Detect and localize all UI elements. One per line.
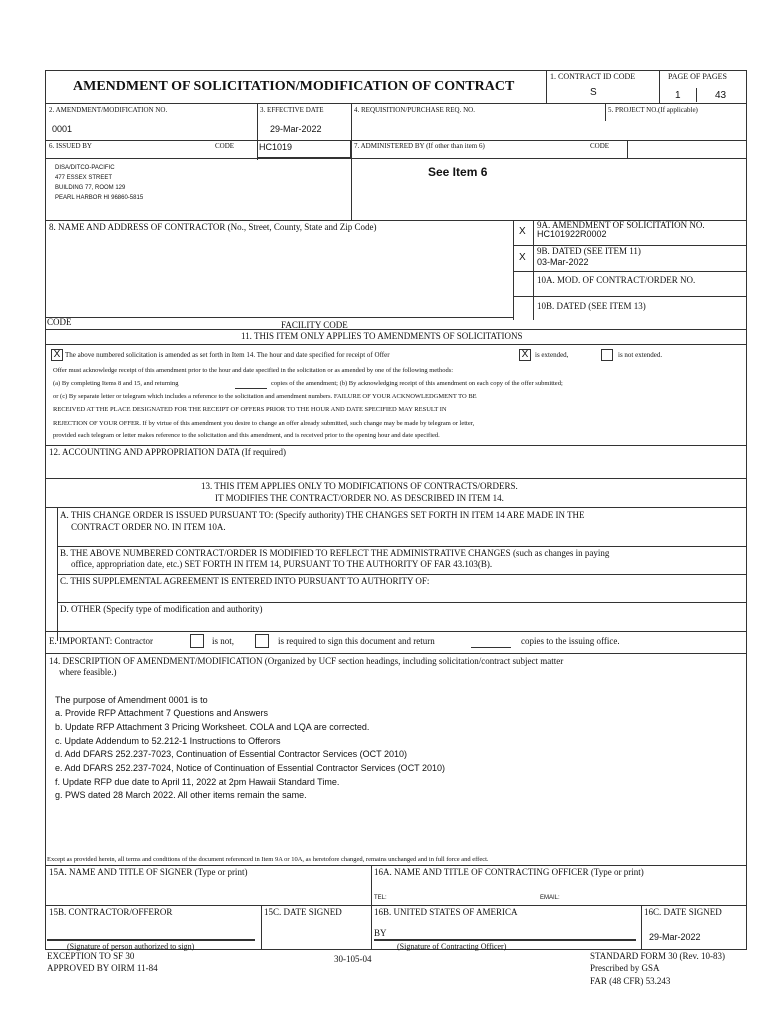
effective-date-label: 3. EFFECTIVE DATE (260, 106, 324, 114)
description-label-1: 14. DESCRIPTION OF AMENDMENT/MODIFICATION (Organized by UCF section headings, including solicitation/contract subject matter (49, 656, 564, 666)
facility-code-label: FACILITY CODE (281, 320, 348, 330)
issuer-address-line-2: 477 ESSEX STREET (55, 175, 113, 181)
issued-code-label: CODE (215, 142, 235, 150)
total-pages: 43 (715, 90, 727, 101)
exception-label: EXCEPTION TO SF 30 (47, 951, 135, 961)
issued-code: HC1019 (259, 142, 293, 152)
amendment-9a-value: HC101922R0002 (537, 229, 607, 239)
item-13-heading-1: 13. THIS ITEM APPLIES ONLY TO MODIFICATIONS OF CONTRACTS/ORDERS. (201, 481, 518, 491)
item-11-heading: 11. THIS ITEM ONLY APPLIES TO AMENDMENTS OF SOLICITATIONS (241, 331, 523, 341)
tel-label: TEL: (374, 895, 387, 901)
issuer-address-line-3: BUILDING 77, ROOM 129 (55, 185, 126, 191)
contractor-code-label: CODE (47, 317, 72, 327)
signer-label: 15A. NAME AND TITLE OF SIGNER (Type or print) (49, 867, 248, 877)
prescribed-by-label: Prescribed by GSA (590, 963, 660, 973)
description-label-2: where feasible.) (59, 667, 117, 677)
form-number: 30-105-04 (334, 954, 372, 964)
amended-text: The above numbered solicitation is amended as set forth in Item 14. The hour and date specified for receipt of Offer (65, 351, 390, 359)
contractor-label: 8. NAME AND ADDRESS OF CONTRACTOR (No., Street, County, State and Zip Code) (49, 222, 377, 232)
approved-by-label: APPROVED BY OIRM 11-84 (47, 963, 158, 973)
mod-10a-label: 10A. MOD. OF CONTRACT/ORDER NO. (537, 275, 696, 285)
is-not-checkbox[interactable] (190, 634, 204, 648)
description-line-8: g. PWS dated 28 March 2022. All other items remain the same. (55, 790, 307, 800)
item-13d: D. OTHER (Specify type of modification and authority) (60, 604, 263, 614)
item-11-line-5: RECEIVED AT THE PLACE DESIGNATED FOR THE RECEIPT OF OFFERS PRIOR TO THE HOUR AND DATE SPECIFIED MAY RESULT IN (53, 406, 447, 413)
issuer-address-line-4: PEARL HARBOR HI 96860-5815 (55, 195, 144, 201)
is-required-label: is required to sign this document and return (278, 636, 435, 646)
is-required-checkbox[interactable] (255, 634, 269, 648)
far-citation: FAR (48 CFR) 53.243 (590, 976, 671, 986)
description-line-6: e. Add DFARS 252.237-7024, Notice of Continuation of Essential Contractor Services (OCT 2010) (55, 763, 446, 773)
item-13-heading-2: IT MODIFIES THE CONTRACT/ORDER NO. AS DESCRIBED IN ITEM 14. (215, 493, 504, 503)
dated-9b-value: 03-Mar-2022 (537, 257, 589, 267)
not-extended-checkbox[interactable] (601, 349, 613, 361)
item-13c: C. THIS SUPPLEMENTAL AGREEMENT IS ENTERED INTO PURSUANT TO AUTHORITY OF: (60, 576, 430, 586)
item-13a-line-1: A. THIS CHANGE ORDER IS ISSUED PURSUANT TO: (Specify authority) THE CHANGES SET FORTH IN ITEM 14 ARE MADE IN THE (60, 510, 585, 520)
important-label: E. IMPORTANT: Contractor (49, 636, 154, 646)
accounting-label: 12. ACCOUNTING AND APPROPRIATION DATA (If required) (49, 447, 287, 457)
amendment-9a-label: 9A. AMENDMENT OF SOLICITATION NO. (537, 220, 705, 230)
page-number: 1 (675, 90, 681, 101)
dated-9b-label: 9B. DATED (SEE ITEM 11) (537, 246, 641, 256)
mark-9b: X (519, 252, 526, 263)
amendment-no-label: 2. AMENDMENT/MODIFICATION NO. (49, 106, 168, 114)
description-footer: Except as provided herein, all terms and conditions of the document referenced in Item 9A or 10A, as heretofore changed, remains unchanged and in full force and effect. (47, 856, 489, 863)
item-11-line-4: or (c) By separate letter or telegram which includes a reference to the solicitation and amendment numbers. FAILURE OF YOUR ACKNOWLEDGMENT TO BE (53, 393, 477, 400)
description-line-3: b. Update RFP Attachment 3 Pricing Worksheet. COLA and LQA are corrected. (55, 722, 370, 732)
is-not-label: is not, (212, 636, 235, 646)
description-line-7: f. Update RFP due date to April 11, 2022 at 2pm Hawaii Standard Time. (55, 777, 340, 787)
mark-9a: X (519, 226, 526, 237)
by-label: BY (374, 928, 387, 938)
is-extended-label: is extended, (535, 351, 569, 359)
issued-by-label: 6. ISSUED BY (49, 142, 92, 150)
standard-form-label: STANDARD FORM 30 (Rev. 10-83) (590, 951, 725, 961)
item-13a-line-2: CONTRACT ORDER NO. IN ITEM 10A. (71, 522, 226, 532)
requisition-label: 4. REQUISITION/PURCHASE REQ. NO. (354, 106, 475, 114)
contractor-signature-caption: (Signature of person authorized to sign) (67, 942, 195, 951)
page-of-pages-label: PAGE OF PAGES (668, 72, 727, 81)
contract-id-code-label: 1. CONTRACT ID CODE (550, 72, 636, 81)
item-13b-line-1: B. THE ABOVE NUMBERED CONTRACT/ORDER IS MODIFIED TO REFLECT THE ADMINISTRATIVE CHANGES (such as changes in paying (60, 548, 610, 558)
email-label: EMAIL: (540, 895, 560, 901)
administered-by-label: 7. ADMINISTERED BY (If other than item 6) (354, 142, 485, 150)
description-line-5: d. Add DFARS 252.237-7023, Continuation of Essential Contractor Services (OCT 2010) (55, 749, 408, 759)
item-11-line-1: Offer must acknowledge receipt of this amendment prior to the hour and date specified in the solicitation or as amended by one of the following methods: (53, 367, 454, 374)
administered-code-label: CODE (590, 142, 610, 150)
item-11-line-7: provided each telegram or letter makes reference to the solicitation and this amendment, and is received prior to the opening hour and date specified. (53, 432, 440, 439)
description-line-2: a. Provide RFP Attachment 7 Questions and Answers (55, 708, 268, 718)
effective-date: 29-Mar-2022 (270, 124, 322, 134)
amendment-no: 0001 (52, 124, 73, 134)
item-13b-line-2: office, appropriation date, etc.) SET FORTH IN ITEM 14, PURSUANT TO THE AUTHORITY OF FAR 43.103(B). (71, 559, 493, 569)
amended-checkbox[interactable]: X (51, 349, 63, 361)
issuer-address-line-1: DISA/DITCO-PACIFIC (55, 165, 115, 171)
is-not-extended-label: is not extended. (618, 351, 663, 359)
usa-label: 16B. UNITED STATES OF AMERICA (374, 907, 518, 917)
date-signed-16c-label: 16C. DATE SIGNED (644, 907, 722, 917)
contractor-offeror-label: 15B. CONTRACTOR/OFFEROR (49, 907, 173, 917)
copies-label: copies to the issuing office. (521, 636, 620, 646)
officer-signature-caption: (Signature of Contracting Officer) (397, 942, 507, 951)
description-line-1: The purpose of Amendment 0001 is to (55, 695, 208, 705)
date-signed-16c: 29-Mar-2022 (649, 932, 701, 942)
form-title: AMENDMENT OF SOLICITATION/MODIFICATION OF CONTRACT (73, 79, 515, 94)
dated-10b-label: 10B. DATED (SEE ITEM 13) (537, 301, 646, 311)
date-signed-15c-label: 15C. DATE SIGNED (264, 907, 342, 917)
contracting-officer-label: 16A. NAME AND TITLE OF CONTRACTING OFFICER (Type or print) (374, 867, 644, 877)
sf30-form (45, 70, 747, 950)
project-no-label: 5. PROJECT NO.(If applicable) (608, 106, 698, 114)
contract-id-code: S (590, 87, 597, 98)
item-11-line-6: REJECTION OF YOUR OFFER. If by virtue of this amendment you desire to change an offer already submitted, such change may be made by telegram or letter, (53, 420, 475, 427)
item-11-line-3: copies of the amendment; (b) By acknowledging receipt of this amendment on each copy of the offer submitted; (271, 380, 563, 387)
item-11-line-2: (a) By completing Items 8 and 15, and returning (53, 380, 179, 387)
extended-checkbox[interactable]: X (519, 349, 531, 361)
see-item-6: See Item 6 (428, 165, 488, 179)
description-line-4: c. Update Addendum to 52.212-1 Instructions to Offerors (55, 736, 281, 746)
